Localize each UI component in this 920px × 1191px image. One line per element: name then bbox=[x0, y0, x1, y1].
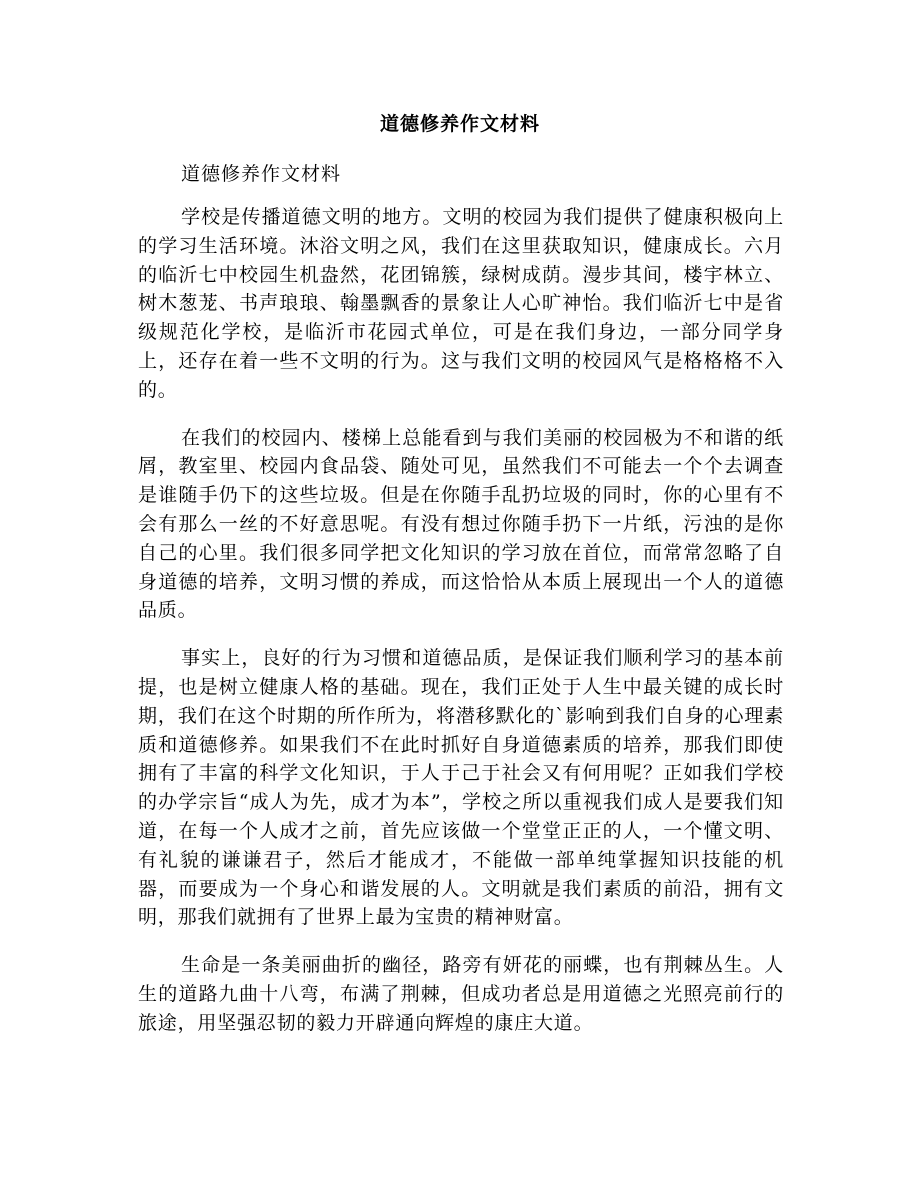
document-title: 道德修养作文材料 bbox=[379, 113, 540, 135]
paragraph: 学校是传播道德文明的地方。文明的校园为我们提供了健康积极向上的学习生活环境。沐浴文明之风，我们在这里获取知识，健康成长。六月的临沂七中校园生机盎然，花团锦簇，绿树成荫。漫步其间，楼宇林立、树木葱茏、书声琅琅、翰墨飘香的景象让人心旷神怡。我们临沂七中是省级规范化学校，是临沂市花园式单位，可是在我们身边，一部分同学身上，还存在着一些不文明的行为。这与我们文明的校园风气是格格格不入的。 bbox=[138, 206, 784, 401]
paragraph: 生命是一条美丽曲折的幽径，路旁有妍花的丽蝶，也有荆棘丛生。人生的道路九曲十八弯，布满了荆棘，但成功者总是用道德之光照亮前行的旅途，用坚强忍韧的毅力开辟通向辉煌的康庄大道。 bbox=[138, 954, 784, 1034]
document-subtitle: 道德修养作文材料 bbox=[181, 163, 342, 185]
paragraph: 在我们的校园内、楼梯上总能看到与我们美丽的校园极为不和谐的纸屑，教室里、校园内食品袋、随处可见，虽然我们不可能去一个个去调查是谁随手仍下的这些垃圾。但是在你随手乱扔垃圾的同时，你的心里有不会有那么一丝的不好意思呢。有没有想过你随手扔下一片纸，污浊的是你自己的心里。我们很多同学把文化知识的学习放在首位，而常常忽略了自身道德的培养，文明习惯的养成，而这恰恰从本质上展现出一个人的道德品质。 bbox=[138, 426, 784, 622]
paragraph: 事实上，良好的行为习惯和道德品质，是保证我们顺利学习的基本前提，也是树立健康人格的基础。现在，我们正处于人生中最关键的成长时期，我们在这个时期的所作所为，将潜移默化的`影响到我们自身的心理素质和道德修养。如果我们不在此时抓好自身道德素质的培养，那我们即使拥有了丰富的科学文化知识，于人于己于社会又有何用呢？正如我们学校的办学宗旨“成人为先，成才为本”，学校之所以重视我们成人是要我们知道，在每一个人成才之前，首先应该做一个堂堂正正的人，一个懂文明、有礼貌的谦谦君子，然后才能成才，不能做一部单纯掌握知识技能的机器，而要成为一个身心和谐发展的人。文明就是我们素质的前沿，拥有文明，那我们就拥有了世界上最为宝贵的精神财富。 bbox=[138, 647, 784, 929]
document-body bbox=[138, 203, 784, 1057]
